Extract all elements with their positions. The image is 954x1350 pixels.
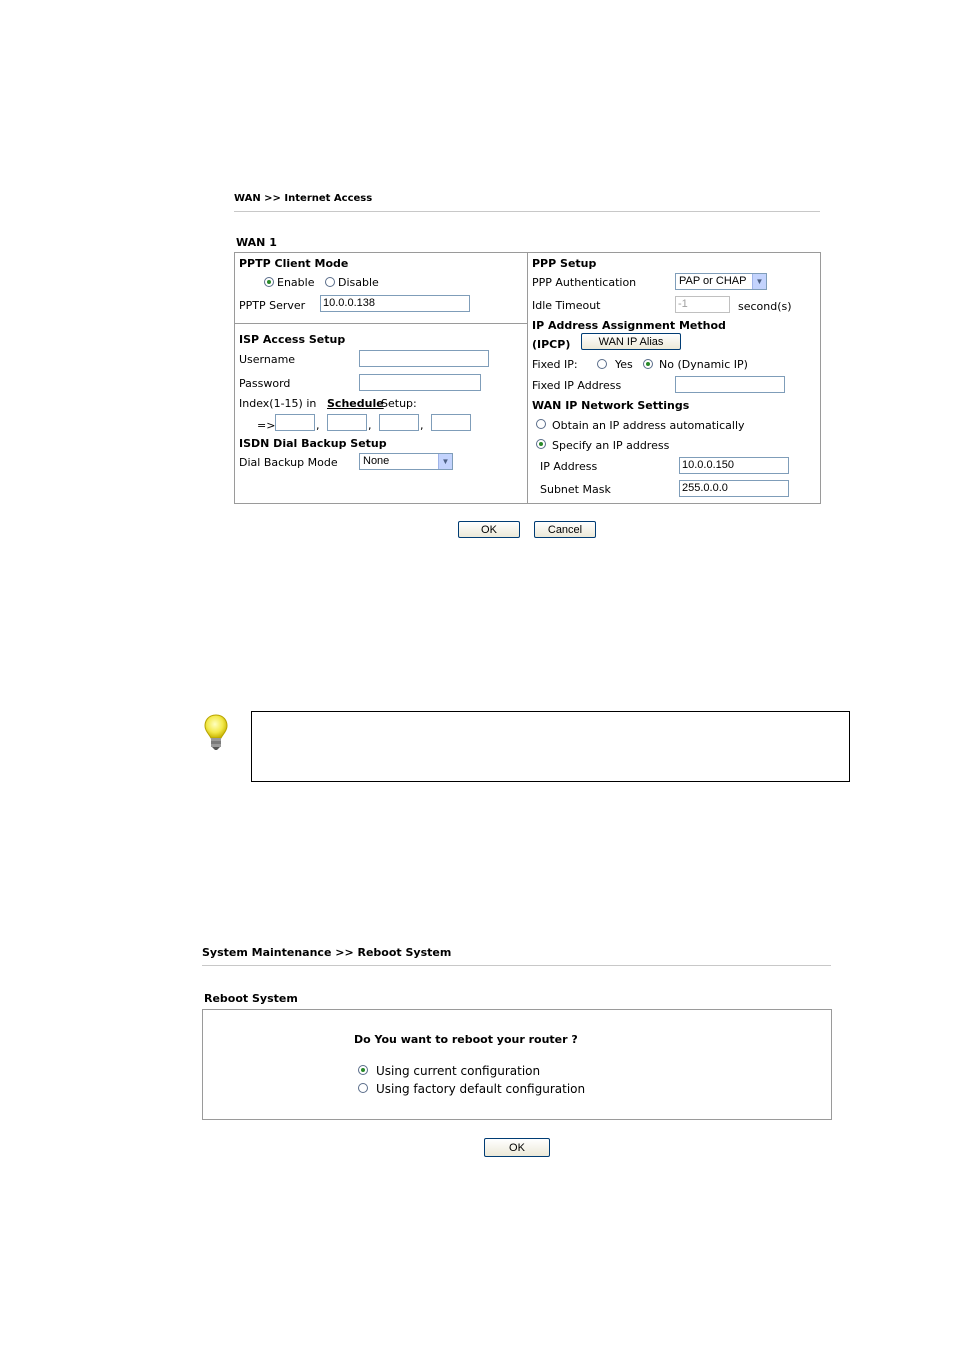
fixed-ip-address-label: Fixed IP Address (532, 379, 622, 392)
ipcp-title: IP Address Assignment Method (532, 319, 726, 332)
index-comma-3: , (420, 419, 424, 432)
fixed-ip-yes-label: Yes (615, 358, 633, 371)
factory-config-label: Using factory default configuration (376, 1082, 586, 1096)
schedule-index-3[interactable] (379, 414, 419, 431)
subnet-mask-label: Subnet Mask (540, 483, 611, 496)
pptp-enable-radio[interactable] (264, 277, 274, 287)
obtain-ip-auto-radio[interactable] (536, 419, 546, 429)
breadcrumb-divider (234, 211, 820, 212)
dial-backup-mode-select[interactable] (359, 453, 453, 470)
reboot-panel (202, 1009, 832, 1120)
index-label-suffix: Setup: (381, 397, 417, 410)
pptp-isp-divider (235, 323, 527, 324)
username-input[interactable] (359, 350, 489, 367)
specify-ip-label: Specify an IP address (552, 439, 670, 452)
column-divider (527, 253, 528, 503)
schedule-index-2[interactable] (327, 414, 367, 431)
username-label: Username (239, 353, 296, 366)
pptp-server-input[interactable]: 10.0.0.138 (320, 295, 470, 312)
specify-ip-radio[interactable] (536, 439, 546, 449)
password-label: Password (239, 377, 291, 390)
schedule-link[interactable]: Schedule (327, 397, 384, 410)
fixed-ip-yes-radio[interactable] (597, 359, 607, 369)
password-input[interactable] (359, 374, 481, 391)
ppp-auth-label: PPP Authentication (532, 276, 637, 289)
schedule-index-4[interactable] (431, 414, 471, 431)
note-box (251, 711, 850, 782)
obtain-ip-auto-label: Obtain an IP address automatically (552, 419, 745, 432)
chevron-down-icon: ▼ (438, 454, 452, 469)
idle-timeout-input[interactable]: -1 (675, 296, 730, 313)
isdn-title: ISDN Dial Backup Setup (239, 437, 387, 450)
wan-cancel-button[interactable]: Cancel (534, 521, 596, 538)
dial-backup-mode-label: Dial Backup Mode (239, 456, 338, 469)
factory-config-radio[interactable] (358, 1083, 368, 1093)
wan-settings-panel (234, 252, 821, 504)
index-comma-2: , (368, 419, 372, 432)
dial-backup-mode-value: None (363, 455, 390, 467)
ppp-title: PPP Setup (532, 257, 597, 270)
pptp-disable-label: Disable (338, 276, 379, 289)
wan-section-title: WAN 1 (236, 236, 277, 249)
reboot-question: Do You want to reboot your router ? (354, 1033, 578, 1046)
lightbulb-icon (202, 713, 230, 753)
wan-breadcrumb: WAN >> Internet Access (234, 193, 373, 204)
fixed-ip-label: Fixed IP: (532, 358, 578, 371)
idle-timeout-label: Idle Timeout (532, 299, 601, 312)
reboot-section-title: Reboot System (204, 992, 298, 1005)
pptp-title: PPTP Client Mode (239, 257, 349, 270)
reboot-ok-button[interactable]: OK (484, 1138, 550, 1157)
index-comma-1: , (316, 419, 320, 432)
pptp-server-label: PPTP Server (239, 299, 306, 312)
subnet-mask-input[interactable]: 255.0.0.0 (679, 480, 789, 497)
chevron-down-icon: ▼ (752, 274, 766, 289)
isp-title: ISP Access Setup (239, 333, 346, 346)
fixed-ip-address-input[interactable] (675, 376, 785, 393)
index-label-prefix: Index(1-15) in (239, 397, 317, 410)
current-config-label: Using current configuration (376, 1064, 541, 1078)
pptp-enable-label: Enable (277, 276, 315, 289)
ip-address-label: IP Address (540, 460, 598, 473)
pptp-disable-radio[interactable] (325, 277, 335, 287)
network-title: WAN IP Network Settings (532, 399, 690, 412)
wan-ok-button[interactable]: OK (458, 521, 520, 538)
idle-timeout-unit: second(s) (738, 300, 792, 313)
fixed-ip-no-label: No (Dynamic IP) (659, 358, 748, 371)
wan-ip-alias-button[interactable]: WAN IP Alias (581, 333, 681, 350)
reboot-breadcrumb: System Maintenance >> Reboot System (202, 946, 452, 959)
ip-address-input[interactable]: 10.0.0.150 (679, 457, 789, 474)
current-config-radio[interactable] (358, 1065, 368, 1075)
ppp-auth-select[interactable] (675, 273, 767, 290)
ipcp-subtitle: (IPCP) (532, 338, 571, 351)
ppp-auth-value: PAP or CHAP (679, 275, 747, 287)
index-arrow: => (257, 419, 276, 432)
schedule-index-1[interactable] (275, 414, 315, 431)
fixed-ip-no-radio[interactable] (643, 359, 653, 369)
reboot-breadcrumb-divider (202, 965, 831, 966)
